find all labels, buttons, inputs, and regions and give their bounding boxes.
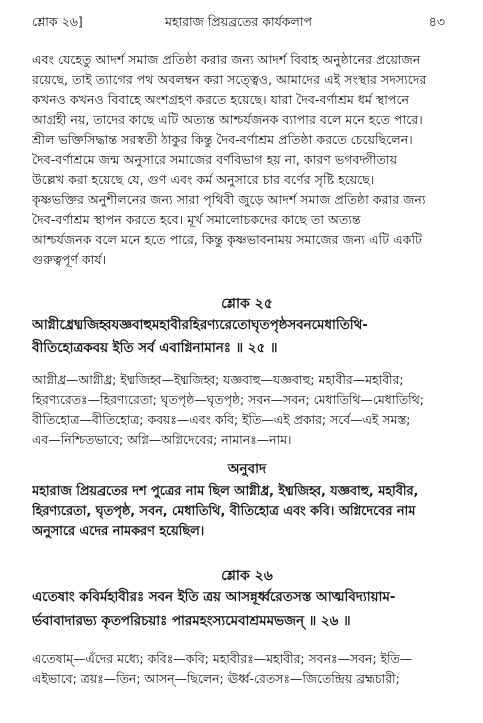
sloka-25-synonyms-line: হিরণ্যরেতঃ—হিরণ্যরেতা; ঘৃতপৃষ্ঠ—ঘৃতপৃষ্ঠ; সবন—সবন; মেধাতিথি—মেধাতিথি; [32,392,424,407]
translation-line: মহারাজ প্রিয়ব্রতের দশ পুত্রের নাম ছিল আগ্নীধ্র, ইধ্মজিহ্ব, যজ্ঞবাহু, মহাবীর, [32,484,419,499]
sloka-25-verse-line: আগ্নীধ্রেধ্মজিহ্বযজ্ঞবাহুমহাবীরহিরণ্যরেতোঘৃতপৃষ্ঠসবনমেধাতিথি- [32,318,368,333]
purport-line: গুরুত্বপূর্ণ কার্য। [32,252,107,267]
page-number: ৪৩ [428,14,445,29]
purport-line: উল্লেখ করা হয়েছে যে, গুণ এবং কর্ম অনুসারে চার বর্ণের সৃষ্টি হয়েছে। [32,172,375,187]
sloka-25-synonyms-line: আগ্নীধ্র—আগ্নীধ্র; ইধ্মজিহ্ব—ইধ্মজিহ্ব; যজ্ঞবাহু—যজ্ঞবাহু; মহাবীর—মহাবীর; [32,372,404,387]
sloka-25-heading: শ্লোক ২৫ [221,296,273,312]
sloka-26-verse-line: র্ভবাবাদারভ্য কৃতপরিচয়াঃ পারমহংস্যমেবাশ্রমমভজন্ ॥ ২৬ ॥ [32,614,351,629]
sloka-26-synonyms-line: এতেষাম্—এঁদের মধ্যে; কবিঃ—কবি; মহাবীরঃ—মহাবীর; সবনঃ—সবন; ইতি— [32,651,413,666]
purport-line: আগ্রহী নয়, তাদের কাছে এটি অত্যন্ত আশ্চর্যজনক ব্যাপার বলে মনে হতে পারে। [32,112,423,127]
sloka-25-synonyms-line: এব—নিশ্চিতভাবে; অগ্নি—অগ্নিদেবের; নামানঃ—নাম। [32,432,292,447]
translation-line: অনুসারে এদের নামকরণ হয়েছিল। [32,524,205,539]
sloka-26-synonyms-line: এইভাবে; ত্রয়ঃ—তিন; আসন্—ছিলেন; ঊর্ধ্ব-রেতসঃ—জিতেন্দ্রিয় ব্রহ্মচারী; [32,671,400,686]
purport-line: শ্রীল ভক্তিসিদ্ধান্ত সরস্বতী ঠাকুর কিন্তু দৈব-বর্ণাশ্রম প্রতিষ্ঠা করতে চেয়েছিলেন। [32,132,413,147]
sloka-26-verse-line: এতেষাং কবির্মহাবীরঃ সবন ইতি ত্রয় আসন্নূর্ধ্বরেতসস্ত আত্মবিদ্যায়াম- [32,590,396,605]
purport-line: দৈব-বর্ণাশ্রম স্থাপন করতে হবে। মূর্খ সমালোচকদের কাছে তা অত্যন্ত [32,212,361,227]
sloka-26-heading: শ্লোক ২৬ [221,568,273,584]
sloka-25-verse-line: বীতিহোত্রকবয় ইতি সর্ব এবাগ্নিনামানঃ ॥ ২৫ ॥ [32,341,278,356]
running-header [32,14,445,32]
header-verse-ref: শ্লোক ২৬] [32,14,83,29]
purport-line: কৃষ্ণভক্তির অনুশীলনের জন্য সারা পৃথিবী জুড়ে আদর্শ সমাজ প্রতিষ্ঠা করার জন্য [32,192,426,207]
purport-line: আশ্চর্যজনক বলে মনে হতে পারে, কিন্তু কৃষ্ণভাবনাময় সমাজের জন্য এটি একটি [32,232,422,247]
sloka-25-synonyms-line: বীতিহোত্র—বীতিহোত্র; কবয়ঃ—এবং কবি; ইতি—এই প্রকার; সর্বে—এই সমস্ত; [32,412,411,427]
translation-line: হিরণ্যরেতা, ঘৃতপৃষ্ঠ, সবন, মেধাতিথি, বীতিহোত্র এবং কবি। অগ্নিদেবের নাম [32,504,416,519]
translation-heading: অনুবাদ [227,461,267,477]
header-chapter-title: মহারাজ প্রিয়ব্রতের কার্যকলাপ [165,14,312,29]
purport-line: এবং যেহেতু আদর্শ সমাজ প্রতিষ্ঠা করার জন্য আদর্শ বিবাহ অনুষ্ঠানের প্রয়োজন [32,52,421,67]
purport-line: দৈব-বর্ণাশ্রমে জন্ম অনুসারে সমাজের বর্ণবিভাগ হয় না, কারণ ভগবদ্গীতায় [32,152,397,167]
purport-line: রয়েছে, তাই ত্যাগের পথ অবলম্বন করা সত্ত্বেও, আমাদের এই সংস্থার সদস্যদের [32,72,427,87]
purport-line: কখনও কখনও বিবাহে অংশগ্রহণ করতে হয়েছে। যারা দৈব-বর্ণাশ্রম ধর্ম স্থাপনে [32,92,410,107]
